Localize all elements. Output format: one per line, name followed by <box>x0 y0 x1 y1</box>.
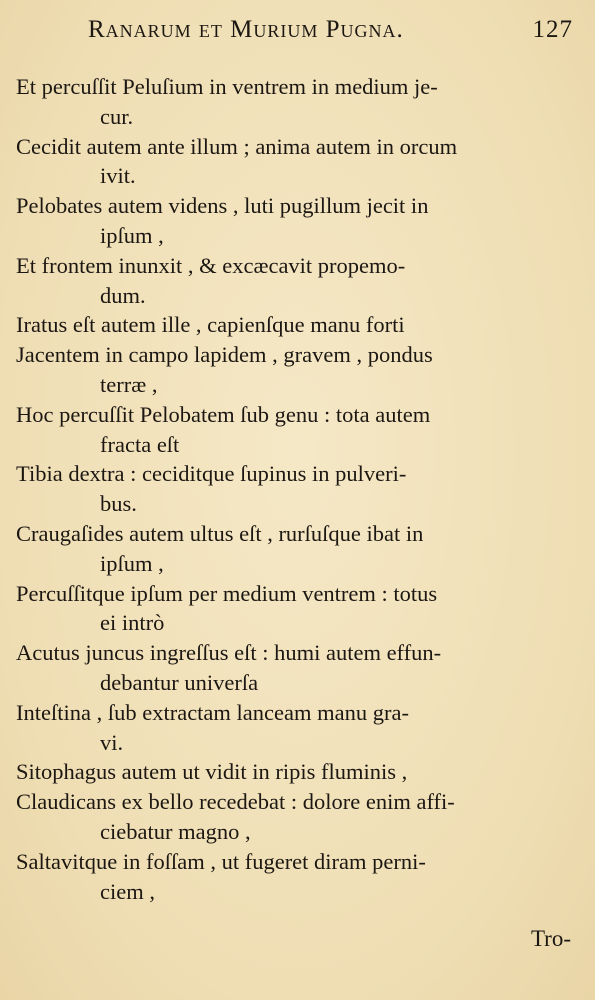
verse-continuation-line: bus. <box>100 491 137 517</box>
verse-continuation-line: cur. <box>100 103 134 129</box>
verse-line: Iratus eſt autem ille , capienſque manu forti <box>16 312 405 338</box>
verse-line: Et frontem inunxit , & excæcavit propemo- <box>16 252 406 278</box>
verse-line: Et percuſſit Peluſium in ventrem in medium je- <box>16 74 438 99</box>
verse-continuation-line: debantur univerſa <box>100 669 259 695</box>
verse-continuation-line: terræ , <box>100 371 158 397</box>
verse-line: Pelobates autem videns , luti pugillum jecit in <box>16 193 429 219</box>
verse-line: Percuſſitque ipſum per medium ventrem : totus <box>16 580 438 606</box>
verse-continuation-line: fracta eſt <box>100 431 180 457</box>
verse-line: Inteſtina , ſub extractam lanceam manu gra- <box>16 699 409 725</box>
verse-continuation-line: ciem , <box>100 878 155 904</box>
verse-continuation-line: ipſum , <box>100 222 164 248</box>
verse-line: Sitophagus autem ut vidit in ripis fluminis , <box>16 759 408 785</box>
page-header <box>88 14 573 50</box>
verse-continuation-line: dum. <box>100 282 146 308</box>
catchword: Tro- <box>530 926 571 951</box>
verse-continuation-line: ciebatur magno , <box>100 818 251 844</box>
verse-line: Acutus juncus ingreſſus eſt : humi autem effun- <box>16 640 442 666</box>
verse-line: Jacentem in campo lapidem , gravem , pondus <box>16 342 433 368</box>
verse-line: Claudicans ex bello recedebat : dolore enim affi- <box>16 789 455 815</box>
verse-line: Hoc percuſſit Pelobatem ſub genu : tota autem <box>16 401 431 427</box>
poem-text <box>16 72 576 906</box>
verse-continuation-line: vi. <box>100 729 124 755</box>
running-title: Ranarum et Murium Pugna. <box>88 16 404 43</box>
verse-line: Tibia dextra : ceciditque ſupinus in pulveri- <box>16 461 407 487</box>
page-number: 127 <box>532 16 573 43</box>
verse-continuation-line: ivit. <box>100 163 136 189</box>
verse-continuation-line: ei intrò <box>100 610 165 636</box>
verse-line: Cecidit autem ante illum ; anima autem in orcum <box>16 133 458 159</box>
verse-continuation-line: ipſum , <box>100 550 164 576</box>
verse-line: Craugaſides autem ultus eſt , rurſuſque ibat in <box>16 520 424 546</box>
verse-line: Saltavitque in foſſam , ut fugeret diram perni- <box>16 848 426 874</box>
